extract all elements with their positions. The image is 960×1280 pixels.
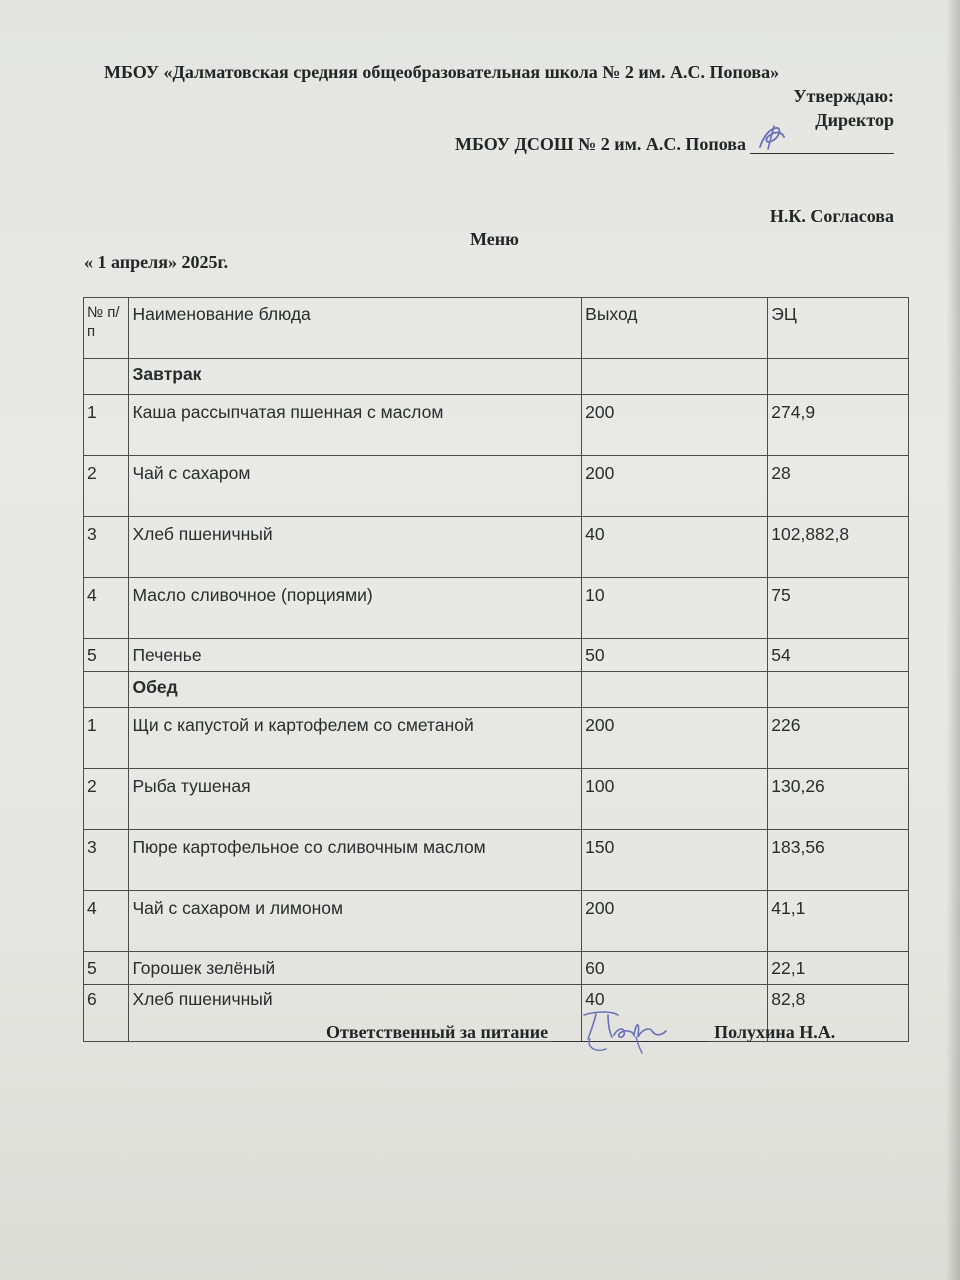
table-row xyxy=(84,952,909,985)
dish-output: 200 xyxy=(582,708,768,769)
dish-output: 40 xyxy=(582,517,768,578)
dish-output: 150 xyxy=(582,830,768,891)
row-number: 3 xyxy=(84,830,129,891)
director-signature-blank xyxy=(750,135,894,154)
table-row xyxy=(84,395,909,456)
section-name: Завтрак xyxy=(129,359,582,395)
table-row xyxy=(84,517,909,578)
table-row xyxy=(84,891,909,952)
responsible-signature xyxy=(566,1009,686,1057)
column-header-output: Выход xyxy=(582,298,768,359)
dish-ec: 226 xyxy=(768,708,909,769)
dish-output: 50 xyxy=(582,639,768,672)
section-row-lunch xyxy=(84,672,909,708)
table-row xyxy=(84,708,909,769)
dish-ec: 130,26 xyxy=(768,769,909,830)
table-row xyxy=(84,769,909,830)
dish-name: Хлеб пшеничный xyxy=(129,517,582,578)
dish-name: Масло сливочное (порциями) xyxy=(129,578,582,639)
dish-ec: 75 xyxy=(768,578,909,639)
table-row xyxy=(84,830,909,891)
section-row-breakfast xyxy=(84,359,909,395)
responsible-name: Полухина Н.А. xyxy=(714,1022,836,1042)
dish-name: Горошек зелёный xyxy=(129,952,582,985)
director-name: Н.К. Согласова xyxy=(769,206,894,226)
dish-output: 200 xyxy=(582,891,768,952)
approve-label: Утверждаю: xyxy=(793,86,894,106)
row-number: 4 xyxy=(84,578,129,639)
column-header-dish: Наименование блюда xyxy=(129,298,582,359)
table-row xyxy=(84,456,909,517)
responsible-line xyxy=(326,1022,835,1042)
column-header-ec: ЭЦ xyxy=(768,298,909,359)
row-number: 4 xyxy=(84,891,129,952)
dish-output: 200 xyxy=(582,395,768,456)
dish-ec: 22,1 xyxy=(768,952,909,985)
dish-name: Чай с сахаром xyxy=(129,456,582,517)
row-number: 5 xyxy=(84,952,129,985)
dish-ec: 82,8 xyxy=(768,985,909,1042)
dish-output: 60 xyxy=(582,952,768,985)
row-number: 2 xyxy=(84,456,129,517)
page-edge-shadow xyxy=(946,0,960,1280)
table-row xyxy=(84,639,909,672)
row-number: 3 xyxy=(84,517,129,578)
page-title: Меню xyxy=(470,229,519,249)
row-number: 2 xyxy=(84,769,129,830)
dish-ec: 28 xyxy=(768,456,909,517)
column-header-number: № п/п xyxy=(84,298,129,359)
director-title: Директор xyxy=(815,110,894,130)
dish-name: Печенье xyxy=(129,639,582,672)
dish-name: Каша рассыпчатая пшенная с маслом xyxy=(129,395,582,456)
section-name: Обед xyxy=(129,672,582,708)
row-number: 5 xyxy=(84,639,129,672)
menu-table xyxy=(83,297,909,1042)
menu-date: « 1 апреля» 2025г. xyxy=(84,252,229,272)
school-short-name: МБОУ ДСОШ № 2 им. А.С. Попова xyxy=(455,134,746,154)
dish-name: Рыба тушеная xyxy=(129,769,582,830)
dish-name: Хлеб пшеничный xyxy=(129,985,582,1042)
dish-name: Пюре картофельное со сливочным маслом xyxy=(129,830,582,891)
dish-ec: 41,1 xyxy=(768,891,909,952)
organization-name: МБОУ «Далматовская средняя общеобразовательная школа № 2 им. А.С. Попова» xyxy=(104,62,780,82)
dish-ec: 102,882,8 xyxy=(768,517,909,578)
dish-ec: 54 xyxy=(768,639,909,672)
dish-output: 40 xyxy=(582,985,768,1042)
table-row xyxy=(84,578,909,639)
table-header-row xyxy=(84,298,909,359)
dish-name: Щи с капустой и картофелем со сметаной xyxy=(129,708,582,769)
dish-output: 10 xyxy=(582,578,768,639)
row-number: 6 xyxy=(84,985,129,1042)
row-number: 1 xyxy=(84,395,129,456)
dish-ec: 274,9 xyxy=(768,395,909,456)
dish-name: Чай с сахаром и лимоном xyxy=(129,891,582,952)
dish-output: 100 xyxy=(582,769,768,830)
school-signature-line xyxy=(455,134,894,154)
dish-output: 200 xyxy=(582,456,768,517)
director-signature xyxy=(754,123,794,153)
responsible-label: Ответственный за питание xyxy=(326,1022,549,1042)
dish-ec: 183,56 xyxy=(768,830,909,891)
row-number: 1 xyxy=(84,708,129,769)
responsible-signature-blank xyxy=(552,1023,708,1042)
